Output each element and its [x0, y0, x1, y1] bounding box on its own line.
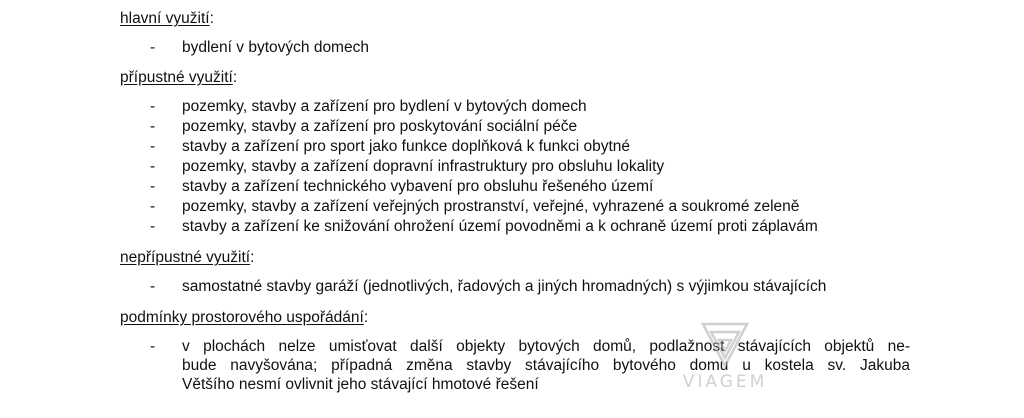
heading-text: nepřípustné využití [120, 249, 251, 266]
bullet-dash: - [150, 98, 156, 115]
list-item [150, 217, 818, 236]
list-item [150, 117, 577, 136]
heading-colon: : [250, 249, 255, 266]
section-heading-spatial-conditions [120, 308, 368, 327]
bullet-dash: - [150, 218, 156, 235]
list-item [150, 277, 826, 296]
list-item [150, 157, 664, 176]
section-heading-permitted-use [120, 68, 237, 87]
list-item-text: stavby a zařízení ke snižování ohrožení území povodněmi a k ochraně území proti záplavám [182, 218, 818, 235]
heading-colon: : [232, 69, 238, 86]
bullet-dash: - [150, 39, 156, 56]
list-item-text: stavby a zařízení pro sport jako funkce doplňková k funkci obytné [182, 138, 631, 155]
list-item [150, 97, 587, 116]
section-heading-forbidden-use [120, 248, 254, 267]
list-item-text: pozemky, stavby a zařízení pro poskytování sociální péče [182, 118, 578, 135]
heading-colon: : [363, 309, 369, 326]
list-item-text: pozemky, stavby a zařízení dopravní infrastruktury pro obsluhu lokality [182, 158, 665, 175]
bullet-dash: - [150, 278, 156, 295]
paragraph-item [150, 337, 910, 394]
list-item-text: pozemky, stavby a zařízení pro bydlení v bytových domech [182, 98, 587, 115]
bullet-dash: - [150, 118, 156, 135]
bullet-dash: - [150, 338, 156, 355]
section-heading-main-use [120, 9, 214, 28]
bullet-dash: - [150, 198, 156, 215]
paragraph-line: bude navyšována; případná změna stavby stávajícího bytového domu u kostela sv. Jakuba [182, 357, 910, 374]
list-item-text: bydlení v bytových domech [182, 39, 369, 56]
heading-text: podmínky prostorového uspořádání [120, 309, 364, 326]
bullet-dash: - [150, 158, 156, 175]
heading-colon: : [209, 10, 214, 27]
paragraph-line: v plochách nelze umisťovat další objekty bytových domů, podlažnost stávajících objektů ne- [182, 338, 910, 355]
list-item [150, 197, 799, 216]
bullet-dash: - [150, 178, 156, 195]
bullet-dash: - [150, 138, 156, 155]
list-item-text: pozemky, stavby a zařízení veřejných prostranství, veřejné, vyhrazené a soukromé zeleně [182, 198, 800, 215]
list-item [150, 38, 369, 57]
heading-text: přípustné využití [120, 69, 233, 86]
list-item-text: stavby a zařízení technického vybavení pro obsluhu řešeného území [182, 178, 654, 195]
paragraph-line: Většího nesmí ovlivnit jeho stávající hmotové řešení [182, 376, 539, 393]
list-item [150, 137, 630, 156]
watermark-text: VIAGEM [682, 372, 768, 392]
heading-text: hlavní využití [120, 10, 210, 27]
list-item-text: samostatné stavby garáží (jednotlivých, řadových a jiných hromadných) s výjimkou stávajících [182, 278, 827, 295]
list-item [150, 177, 653, 196]
